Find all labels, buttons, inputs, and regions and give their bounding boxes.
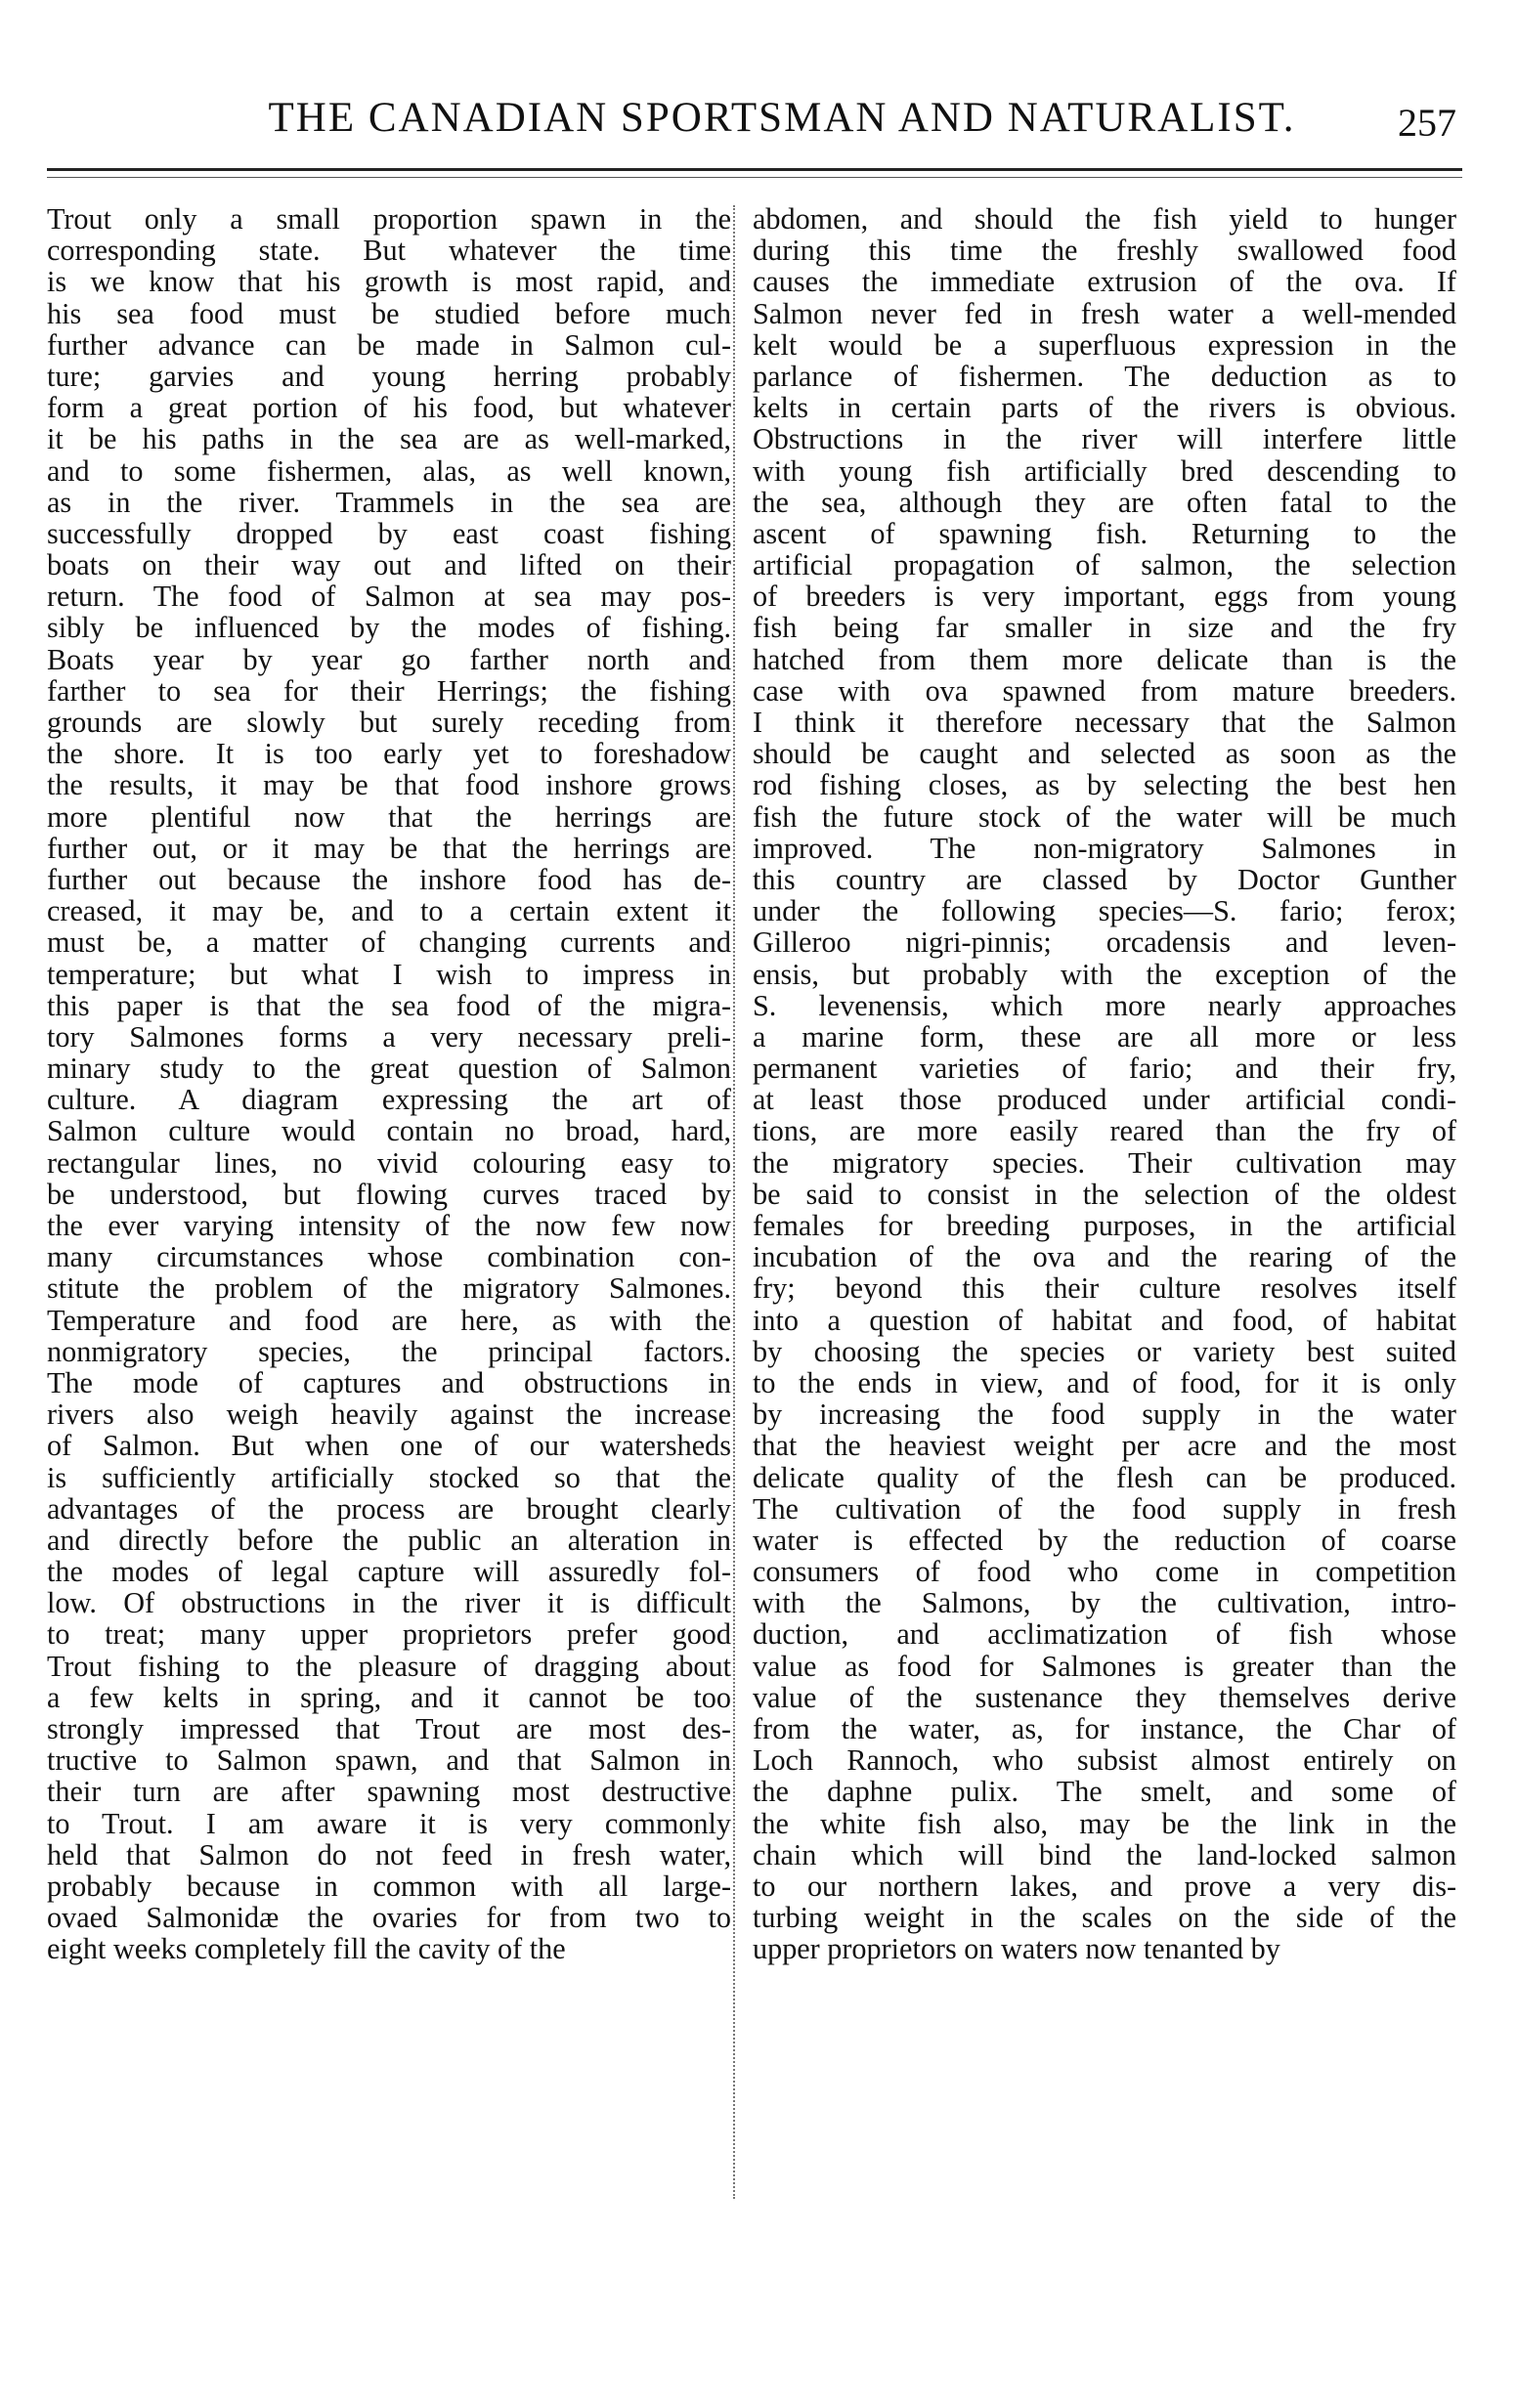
text-line: ture; garvies and young herring probably: [47, 359, 731, 393]
text-line: by increasing the food supply in the water: [753, 1398, 1456, 1432]
text-line: corresponding state. But whatever the time: [47, 234, 731, 268]
text-line: his sea food must be studied before much: [47, 296, 731, 330]
text-line: sibly be influenced by the modes of fishing.: [47, 611, 731, 645]
text-line: improved. The non-migratory Salmones in: [753, 831, 1456, 865]
text-line: ensis, but probably with the exception of the: [753, 957, 1456, 991]
text-line: stitute the problem of the migratory Salmones.: [47, 1271, 731, 1306]
text-line: chain which will bind the land-locked salmon: [753, 1837, 1456, 1871]
text-line: with young fish artificially bred descending to: [753, 453, 1456, 488]
page-number: 257: [1398, 101, 1456, 145]
text-line: of Salmon. But when one of our watersheds: [47, 1429, 731, 1463]
text-line: females for breeding purposes, in the artificial: [753, 1209, 1456, 1242]
text-line: into a question of habitat and food, of habitat: [753, 1303, 1456, 1337]
text-line: boats on their way out and lifted on their: [47, 548, 731, 582]
text-line: I think it therefore necessary that the Salmon: [753, 706, 1456, 739]
text-line: at least those produced under artificial condi-: [753, 1083, 1456, 1117]
text-line: S. levenensis, which more nearly approaches: [753, 988, 1456, 1022]
text-line: that the heaviest weight per acre and the most: [753, 1429, 1456, 1463]
running-head: THE CANADIAN SPORTSMAN AND NATURALIST.: [268, 95, 1296, 141]
text-line: by choosing the species or variety best suited: [753, 1334, 1456, 1368]
text-line: Loch Rannoch, who subsist almost entirely on: [753, 1743, 1456, 1778]
text-line: water is effected by the reduction of coarse: [753, 1523, 1456, 1557]
text-line: further advance can be made in Salmon cul-: [47, 327, 731, 362]
text-line: incubation of the ova and the rearing of the: [753, 1240, 1456, 1274]
text-line: under the following species—S. fario; ferox;: [753, 894, 1456, 928]
text-line: this paper is that the sea food of the migra-: [47, 988, 731, 1022]
text-line: the shore. It is too early yet to foreshadow: [47, 737, 731, 771]
text-line: to our northern lakes, and prove a very dis-: [753, 1869, 1456, 1903]
text-line: successfully dropped by east coast fishing: [47, 516, 731, 550]
text-line: eight weeks completely fill the cavity of the: [47, 1932, 566, 1966]
text-line: this country are classed by Doctor Gunther: [753, 862, 1456, 896]
text-line: delicate quality of the flesh can be produced.: [753, 1460, 1456, 1494]
text-line: abdomen, and should the fish yield to hunger: [753, 202, 1456, 236]
text-line: low. Of obstructions in the river it is difficult: [47, 1586, 731, 1620]
text-line: further out, or it may be that the herrings are: [47, 831, 731, 865]
text-line: the results, it may be that food inshore grows: [47, 768, 731, 802]
text-line: fish the future stock of the water will be much: [753, 799, 1456, 834]
text-line: be said to consist in the selection of the oldest: [753, 1177, 1456, 1211]
text-line: during this time the freshly swallowed food: [753, 234, 1456, 268]
text-line: The cultivation of the food supply in fresh: [753, 1491, 1456, 1526]
text-line: Salmon culture would contain no broad, hard,: [47, 1114, 731, 1148]
text-line: further out because the inshore food has de-: [47, 862, 731, 896]
column-divider: [733, 205, 736, 2199]
text-line: Boats year by year go farther north and: [47, 642, 731, 676]
text-line: to treat; many upper proprietors prefer good: [47, 1617, 731, 1652]
text-line: kelt would be a superfluous expression in the: [753, 327, 1456, 362]
text-line: tory Salmones forms a very necessary preli-: [47, 1019, 731, 1054]
text-line: Salmon never fed in fresh water a well-mended: [753, 296, 1456, 330]
text-line: strongly impressed that Trout are most des-: [47, 1712, 731, 1745]
text-line: case with ova spawned from mature breeders.: [753, 673, 1456, 708]
text-line: and directly before the public an alteration in: [47, 1523, 731, 1557]
text-line: Trout only a small proportion spawn in the: [47, 202, 731, 236]
text-line: ascent of spawning fish. Returning to the: [753, 516, 1456, 550]
text-line: Trout fishing to the pleasure of dragging about: [47, 1649, 731, 1683]
text-line: the white fish also, may be the link in the: [753, 1806, 1456, 1840]
text-line: the sea, although they are often fatal to the: [753, 485, 1456, 519]
text-line: consumers of food who come in competition: [753, 1555, 1456, 1589]
text-line: permanent varieties of fario; and their fry,: [753, 1052, 1456, 1086]
text-line: their turn are after spawning most destructive: [47, 1775, 731, 1809]
text-line: fry; beyond this their culture resolves itself: [753, 1271, 1456, 1306]
text-line: held that Salmon do not feed in fresh water,: [47, 1837, 731, 1871]
text-line: probably because in common with all large-: [47, 1869, 731, 1903]
text-line: turbing weight in the scales on the side of the: [753, 1901, 1456, 1935]
text-line: tructive to Salmon spawn, and that Salmon in: [47, 1743, 731, 1778]
text-line: more plentiful now that the herrings are: [47, 799, 731, 834]
text-line: be understood, but flowing curves traced by: [47, 1177, 731, 1211]
text-line: The mode of captures and obstructions in: [47, 1365, 731, 1399]
text-line: grounds are slowly but surely receding from: [47, 706, 731, 739]
text-line: with the Salmons, by the cultivation, intro-: [753, 1586, 1456, 1620]
text-line: and to some fishermen, alas, as well known,: [47, 453, 731, 488]
text-line: Temperature and food are here, as with the: [47, 1303, 731, 1337]
header-rule-thin: [47, 177, 1462, 178]
text-line: advantages of the process are brought clearly: [47, 1491, 731, 1526]
text-line: form a great portion of his food, but whatever: [47, 391, 731, 425]
text-line: fish being far smaller in size and the fry: [753, 611, 1456, 645]
text-line: culture. A diagram expressing the art of: [47, 1083, 731, 1117]
text-line: Gilleroo nigri-pinnis; orcadensis and leven-: [753, 925, 1456, 960]
text-line: causes the immediate extrusion of the ova. If: [753, 265, 1456, 299]
text-line: a marine form, these are all more or less: [753, 1019, 1456, 1054]
text-line: the migratory species. Their cultivation may: [753, 1145, 1456, 1180]
text-line: the ever varying intensity of the now few now: [47, 1209, 731, 1242]
text-line: rectangular lines, no vivid colouring easy to: [47, 1145, 731, 1180]
text-line: is we know that his growth is most rapid, and: [47, 265, 731, 299]
text-line: many circumstances whose combination con-: [47, 1240, 731, 1274]
text-line: it be his paths in the sea are as well-marked,: [47, 422, 731, 456]
text-line: rivers also weigh heavily against the increase: [47, 1398, 731, 1432]
text-line: from the water, as, for instance, the Char of: [753, 1712, 1456, 1745]
text-line: kelts in certain parts of the rivers is obvious.: [753, 391, 1456, 425]
text-line: must be, a matter of changing currents and: [47, 925, 731, 960]
text-line: creased, it may be, and to a certain extent it: [47, 894, 731, 928]
text-line: value as food for Salmones is greater than the: [753, 1649, 1456, 1683]
text-line: a few kelts in spring, and it cannot be too: [47, 1680, 731, 1714]
text-line: nonmigratory species, the principal factors.: [47, 1334, 731, 1368]
text-line: value of the sustenance they themselves derive: [753, 1680, 1456, 1714]
text-line: upper proprietors on waters now tenanted by: [753, 1932, 1280, 1966]
left-column: [47, 203, 731, 1965]
text-line: duction, and acclimatization of fish whose: [753, 1617, 1456, 1652]
text-line: the modes of legal capture will assuredly fol-: [47, 1555, 731, 1589]
text-line: temperature; but what I wish to impress in: [47, 957, 731, 991]
text-line: hatched from them more delicate than is the: [753, 642, 1456, 676]
text-line: is sufficiently artificially stocked so that the: [47, 1460, 731, 1494]
text-line: Obstructions in the river will interfere little: [753, 422, 1456, 456]
text-line: tions, are more easily reared than the fry of: [753, 1114, 1456, 1148]
text-line: the daphne pulix. The smelt, and some of: [753, 1775, 1456, 1809]
text-line: to the ends in view, and of food, for it is only: [753, 1365, 1456, 1399]
text-line: minary study to the great question of Salmon: [47, 1052, 731, 1086]
text-line: as in the river. Trammels in the sea are: [47, 485, 731, 519]
right-column: [753, 203, 1456, 1965]
header-rule: [47, 168, 1462, 171]
text-line: of breeders is very important, eggs from young: [753, 580, 1456, 614]
text-line: return. The food of Salmon at sea may pos-: [47, 580, 731, 614]
text-line: farther to sea for their Herrings; the fishing: [47, 673, 731, 708]
text-line: parlance of fishermen. The deduction as to: [753, 359, 1456, 393]
text-line: ovaed Salmonidæ the ovaries for from two to: [47, 1901, 731, 1935]
text-line: to Trout. I am aware it is very commonly: [47, 1806, 731, 1840]
text-line: artificial propagation of salmon, the selection: [753, 548, 1456, 582]
text-line: should be caught and selected as soon as the: [753, 737, 1456, 771]
text-line: rod fishing closes, as by selecting the best hen: [753, 768, 1456, 802]
